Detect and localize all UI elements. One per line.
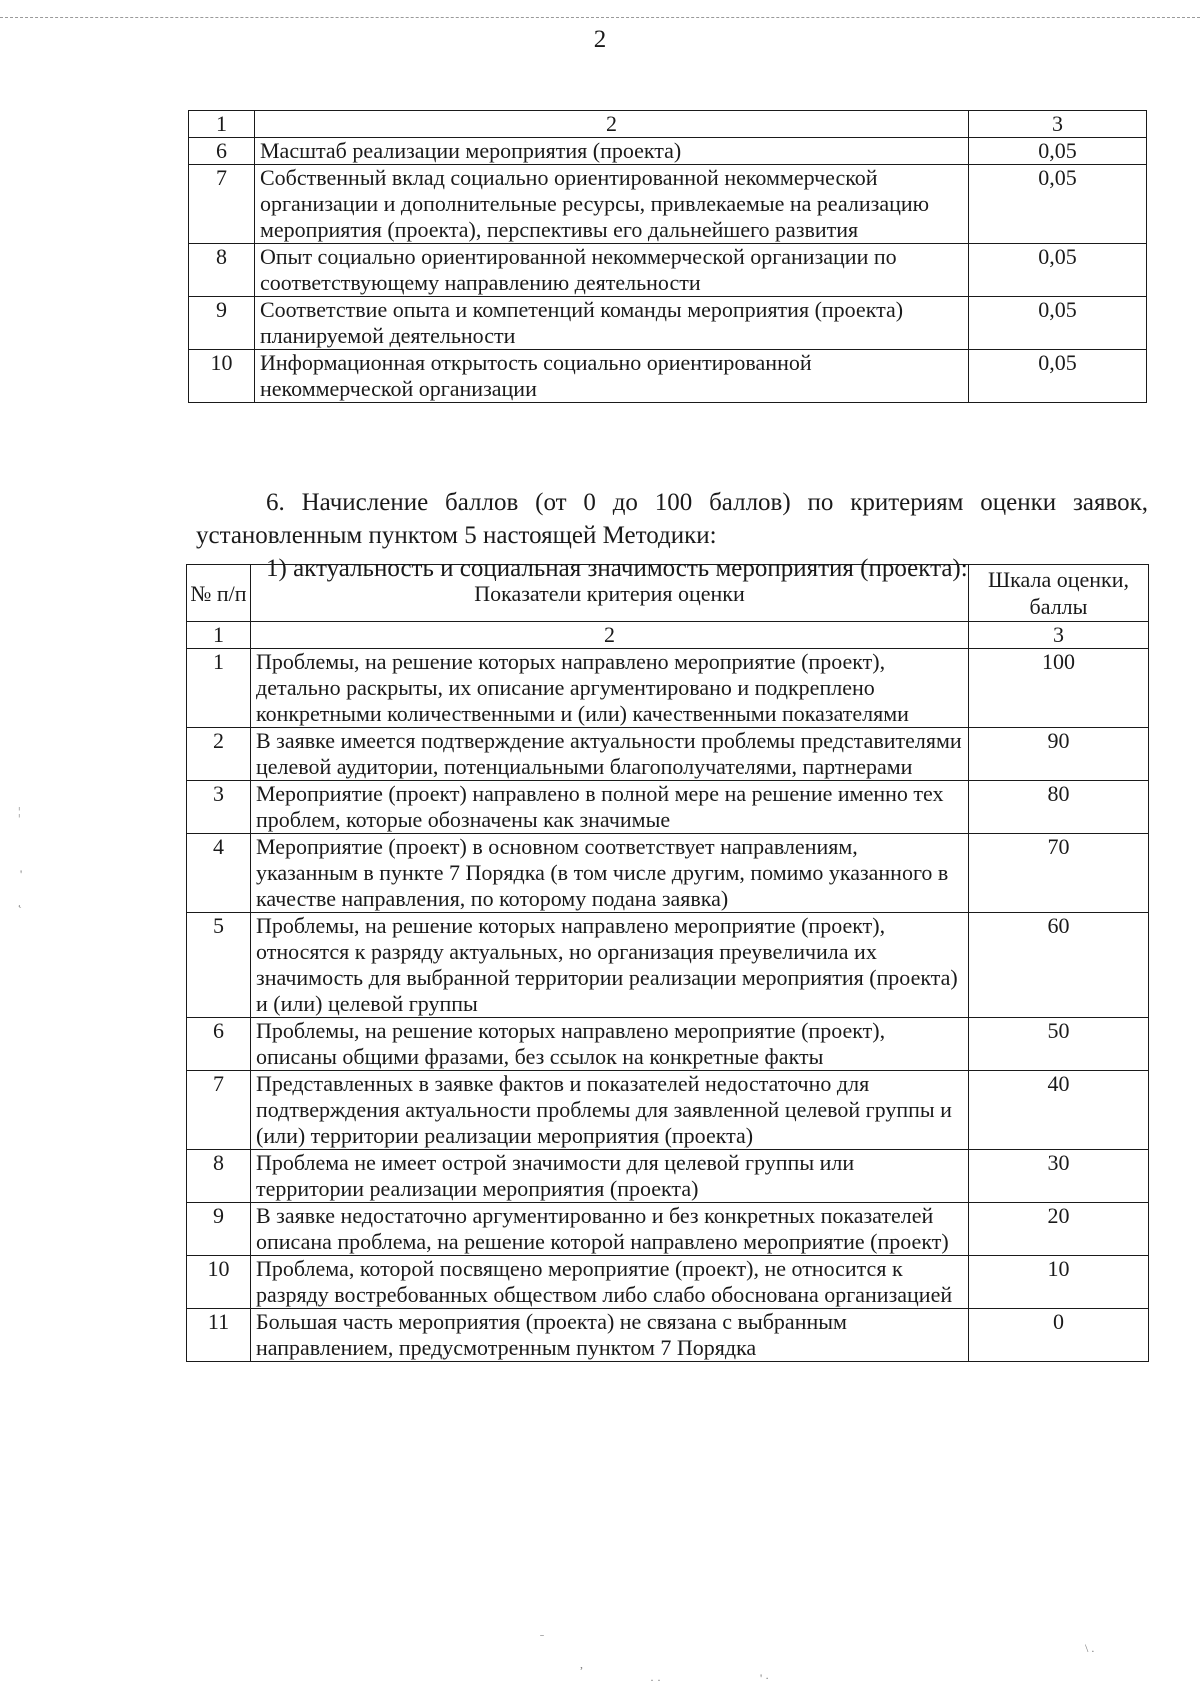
score-value: 80 bbox=[969, 781, 1149, 834]
indicator-text: Проблемы, на решение которых направлено мероприятие (проект), описаны общими фразами, без ссылок на конкретные факты bbox=[251, 1018, 969, 1071]
row-number: 3 bbox=[187, 781, 251, 834]
indicator-text: Мероприятие (проект) направлено в полной мере на решение именно тех проблем, которые обозначены как значимые bbox=[251, 781, 969, 834]
column-number: 1 bbox=[189, 111, 255, 138]
table-header-row bbox=[187, 565, 1149, 622]
score-value: 100 bbox=[969, 649, 1149, 728]
row-number: 9 bbox=[187, 1203, 251, 1256]
score-value: 40 bbox=[969, 1071, 1149, 1150]
table-row bbox=[187, 649, 1149, 728]
table-row bbox=[187, 1071, 1149, 1150]
table-row bbox=[187, 1309, 1149, 1362]
row-number: 6 bbox=[189, 138, 255, 165]
criterion-text: Соответствие опыта и компетенций команды мероприятия (проекта) планируемой деятельности bbox=[255, 297, 969, 350]
table-row bbox=[187, 1150, 1149, 1203]
header-number: № п/п bbox=[187, 565, 251, 622]
criterion-text: Опыт социально ориентированной некоммерческой организации по соответствующему направлению деятельности bbox=[255, 244, 969, 297]
weight-value: 0,05 bbox=[969, 297, 1147, 350]
column-number: 2 bbox=[255, 111, 969, 138]
indicator-text: Проблемы, на решение которых направлено мероприятие (проект), детально раскрыты, их описание аргументировано и подкреплено конкретными количественными и (или) качественными показателями bbox=[251, 649, 969, 728]
column-number: 3 bbox=[969, 622, 1149, 649]
table-row bbox=[187, 1256, 1149, 1309]
indicator-text: Большая часть мероприятия (проекта) не связана с выбранным направлением, предусмотренным пунктом 7 Порядка bbox=[251, 1309, 969, 1362]
scan-speck: ¦ bbox=[18, 804, 21, 818]
table-row bbox=[189, 165, 1147, 244]
scan-speck: ˛ bbox=[18, 894, 22, 908]
indicator-text: Проблема, которой посвящено мероприятие (проект), не относится к разряду востребованных обществом либо слабо обоснована организацией bbox=[251, 1256, 969, 1309]
indicator-text: В заявке имеется подтверждение актуальности проблемы представителями целевой аудитории, потенциальными благополучателями, партнерами bbox=[251, 728, 969, 781]
score-value: 50 bbox=[969, 1018, 1149, 1071]
criteria-weights-table bbox=[188, 110, 1147, 403]
indicator-text: Проблемы, на решение которых направлено мероприятие (проект), относятся к разряду актуальных, но организация преувеличила их значимость для выбранной территории реализации мероприятия (проекта) и (или) целевой группы bbox=[251, 913, 969, 1018]
score-value: 10 bbox=[969, 1256, 1149, 1309]
column-number-row bbox=[187, 622, 1149, 649]
indicator-text: В заявке недостаточно аргументированно и без конкретных показателей описана проблема, на решение которой направлено мероприятие (проект) bbox=[251, 1203, 969, 1256]
score-value: 20 bbox=[969, 1203, 1149, 1256]
score-value: 30 bbox=[969, 1150, 1149, 1203]
table-row bbox=[187, 834, 1149, 913]
page-number: 2 bbox=[593, 26, 607, 53]
weight-value: 0,05 bbox=[969, 165, 1147, 244]
score-value: 60 bbox=[969, 913, 1149, 1018]
table-row bbox=[189, 350, 1147, 403]
column-number: 3 bbox=[969, 111, 1147, 138]
column-number: 2 bbox=[251, 622, 969, 649]
table-row bbox=[187, 1203, 1149, 1256]
criterion-text: Масштаб реализации мероприятия (проекта) bbox=[255, 138, 969, 165]
table-row bbox=[189, 138, 1147, 165]
row-number: 8 bbox=[187, 1150, 251, 1203]
scan-top-edge bbox=[0, 17, 1200, 18]
column-number: 1 bbox=[187, 622, 251, 649]
weight-value: 0,05 bbox=[969, 138, 1147, 165]
scan-speck: ˉ bbox=[540, 1631, 544, 1645]
scoring-scale-table bbox=[186, 564, 1149, 1362]
criterion-text: Информационная открытость социально ориентированной некоммерческой организации bbox=[255, 350, 969, 403]
indicator-text: Мероприятие (проект) в основном соответствует направлениям, указанным в пункте 7 Порядка (в том числе другим, помимо указанного в качестве направления, по которому подана заявка) bbox=[251, 834, 969, 913]
row-number: 7 bbox=[189, 165, 255, 244]
table-row bbox=[189, 244, 1147, 297]
indicator-text: Проблема не имеет острой значимости для целевой группы или территории реализации мероприятия (проекта) bbox=[251, 1150, 969, 1203]
row-number: 5 bbox=[187, 913, 251, 1018]
scan-speck: · · bbox=[650, 1673, 661, 1687]
row-number: 4 bbox=[187, 834, 251, 913]
score-value: 70 bbox=[969, 834, 1149, 913]
row-number: 10 bbox=[187, 1256, 251, 1309]
section-6-paragraph: 6. Начисление баллов (от 0 до 100 баллов) по критериям оценки заявок, установленным пунктом 5 настоящей Методики: bbox=[196, 489, 1148, 549]
row-number: 7 bbox=[187, 1071, 251, 1150]
row-number: 11 bbox=[187, 1309, 251, 1362]
score-value: 0 bbox=[969, 1309, 1149, 1362]
weight-value: 0,05 bbox=[969, 244, 1147, 297]
table-row bbox=[187, 1018, 1149, 1071]
row-number: 9 bbox=[189, 297, 255, 350]
table-row bbox=[189, 297, 1147, 350]
criterion-text: Собственный вклад социально ориентированной некоммерческой организации и дополнительные ресурсы, привлекаемые на реализацию мероприятия (проекта), перспективы его дальнейшего развития bbox=[255, 165, 969, 244]
row-number: 6 bbox=[187, 1018, 251, 1071]
weight-value: 0,05 bbox=[969, 350, 1147, 403]
scan-speck: , bbox=[580, 1657, 583, 1671]
row-number: 10 bbox=[189, 350, 255, 403]
column-number-row bbox=[189, 111, 1147, 138]
row-number: 8 bbox=[189, 244, 255, 297]
score-value: 90 bbox=[969, 728, 1149, 781]
header-scale: Шкала оценки, баллы bbox=[969, 565, 1149, 622]
scan-speck: \ . bbox=[1085, 1641, 1095, 1655]
indicator-text: Представленных в заявке фактов и показателей недостаточно для подтверждения актуальности проблемы для заявленной целевой группы и (или) территории реализации мероприятия (проекта) bbox=[251, 1071, 969, 1150]
table-row bbox=[187, 781, 1149, 834]
section-6-subpoint-1: 1) актуальность и социальная значимость мероприятия (проекта): bbox=[266, 555, 968, 582]
table-row bbox=[187, 913, 1149, 1018]
scan-speck: ' · bbox=[760, 1671, 770, 1685]
table-row bbox=[187, 728, 1149, 781]
header-indicator: Показатели критерия оценки bbox=[251, 565, 969, 622]
row-number: 2 bbox=[187, 728, 251, 781]
scan-speck: ' bbox=[20, 867, 23, 881]
row-number: 1 bbox=[187, 649, 251, 728]
